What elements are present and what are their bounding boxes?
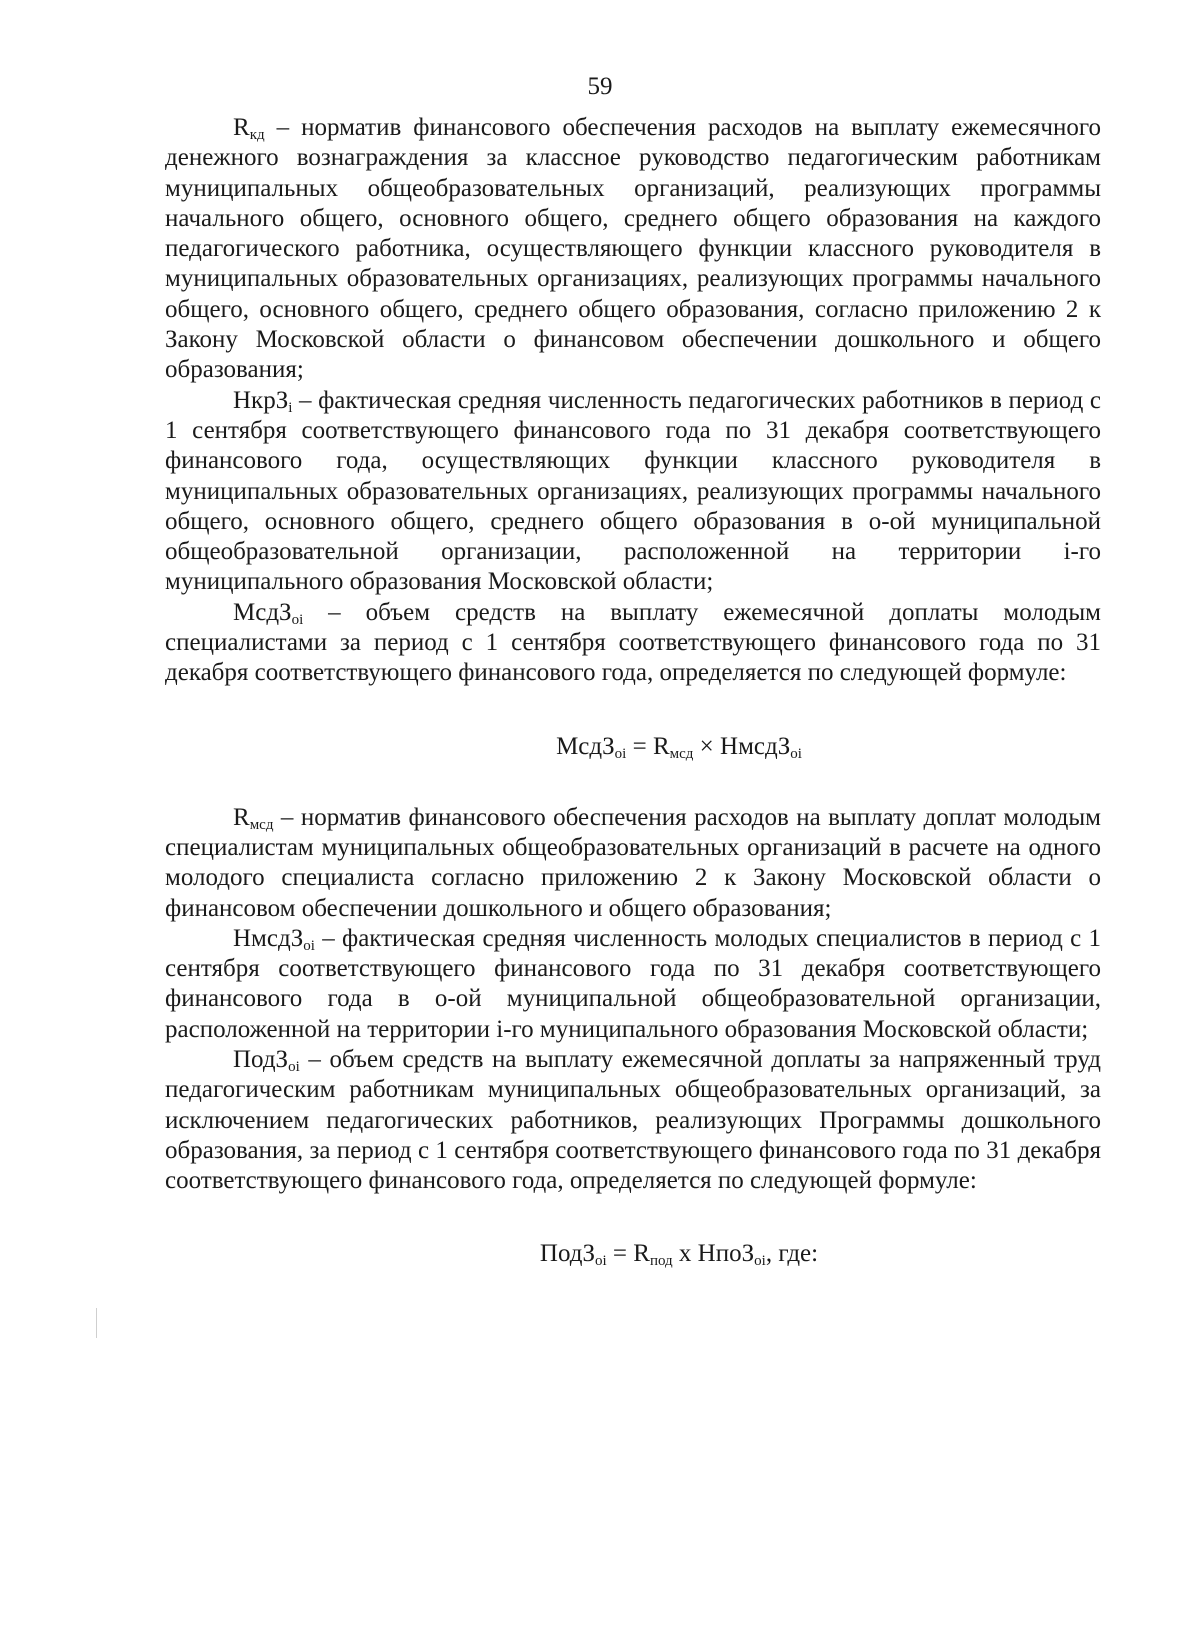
- formula-tail: , где:: [765, 1239, 819, 1267]
- page-number: 59: [587, 73, 613, 100]
- formula-operator: ×: [693, 732, 721, 760]
- scan-artifact-line: [96, 1308, 97, 1338]
- term-subscript: мсд: [249, 816, 274, 833]
- definition-text: – фактическая средняя численность педагогических работников в период с 1 сентября соответствующего финансового года по 31 декабря соответствующего финансового года, осуществляющих функции классного руководителя в муниципальных образовательных организациях, реализующих программы начального общего, основного общего, среднего общего образования в о-ой муниципальной общеобразовательной организации, расположенной на территории i-го муниципального образования Московской области;: [165, 386, 1101, 596]
- definition-msdz: [165, 598, 1101, 689]
- term-symbol: ПодЗ: [233, 1046, 289, 1074]
- definition-text: – фактическая средняя численность молодых специалистов в период с 1 сентября соответствующего финансового года по 31 декабря соответствующего финансового года в о-ой муниципальной общеобразовательной организации, расположенной на территории i-го муниципального образования Московской области;: [165, 924, 1101, 1043]
- formula-operator: х: [672, 1239, 698, 1267]
- definition-nmsdz: [165, 924, 1101, 1045]
- definition-text: – норматив финансового обеспечения расходов на выплату доплат молодым специалистам муниципальных общеобразовательных организаций в расчете на одного молодого специалиста согласно приложению 2 к Закону Московской области о финансовом обеспечении дошкольного и общего образования;: [165, 803, 1101, 922]
- term-subscript: oi: [303, 937, 315, 954]
- term-subscript: oi: [288, 1059, 300, 1076]
- definition-nkrz: [165, 386, 1101, 598]
- formula-equals: =: [606, 1239, 634, 1267]
- definition-text: – объем средств на выплату ежемесячной доплаты молодым специалистами за период с 1 сентября соответствующего финансового года по 31 декабря соответствующего финансового года, определяется по следующей формуле:: [165, 598, 1101, 687]
- formula-rhs: НмсдЗ: [720, 732, 791, 760]
- formula-lhs: МсдЗ: [556, 732, 615, 760]
- term-subscript: i: [288, 399, 293, 416]
- term-symbol: R: [233, 114, 250, 141]
- term-symbol: НмсдЗ: [233, 924, 304, 952]
- term-symbol: МсдЗ: [233, 598, 292, 626]
- formula-equals: =: [626, 732, 653, 760]
- formula-rate: R: [652, 732, 670, 760]
- term-subscript: кд: [249, 127, 265, 143]
- formula-lhs-subscript: oi: [614, 745, 627, 762]
- formula-rate: R: [633, 1239, 650, 1267]
- formula-rhs: НпоЗ: [697, 1239, 755, 1267]
- formula-lhs: ПодЗ: [539, 1239, 595, 1267]
- term-symbol: R: [233, 803, 250, 831]
- term-subscript: oi: [291, 611, 304, 628]
- formula-msdz: [165, 732, 1101, 762]
- definition-text: – норматив финансового обеспечения расходов на выплату ежемесячного денежного вознаграждения за классное руководство педагогическим работникам муниципальных общеобразовательных организаций, реализующих программы начального общего, основного общего, среднего общего образования на каждого педагогического работника, осуществляющего функции классного руководителя в муниципальных образовательных организациях, реализующих программы начального общего, основного общего, среднего общего образования, согласно приложению 2 к Закону Московской области о финансовом обеспечении дошкольного и общего образования;: [165, 114, 1101, 384]
- definition-podz: [165, 1045, 1101, 1196]
- formula-rate-subscript: мсд: [669, 745, 694, 762]
- formula-rhs-subscript: oi: [754, 1252, 766, 1269]
- formula-rate-subscript: под: [649, 1252, 673, 1269]
- term-symbol: НкрЗ: [233, 386, 289, 414]
- document-body: [165, 113, 1101, 1269]
- definition-r-kd: [165, 113, 1101, 386]
- definition-text: – объем средств на выплату ежемесячной доплаты за напряженный труд педагогическим работникам муниципальных общеобразовательных организаций, за исключением педагогических работников, реализующих Программы дошкольного образования, за период с 1 сентября соответствующего финансового года по 31 декабря соответствующего финансового года, определяется по следующей формуле:: [165, 1046, 1101, 1195]
- definition-r-msd: [165, 803, 1101, 924]
- formula-lhs-subscript: oi: [594, 1252, 607, 1269]
- formula-rhs-subscript: oi: [790, 745, 802, 762]
- formula-podz: [165, 1239, 1101, 1269]
